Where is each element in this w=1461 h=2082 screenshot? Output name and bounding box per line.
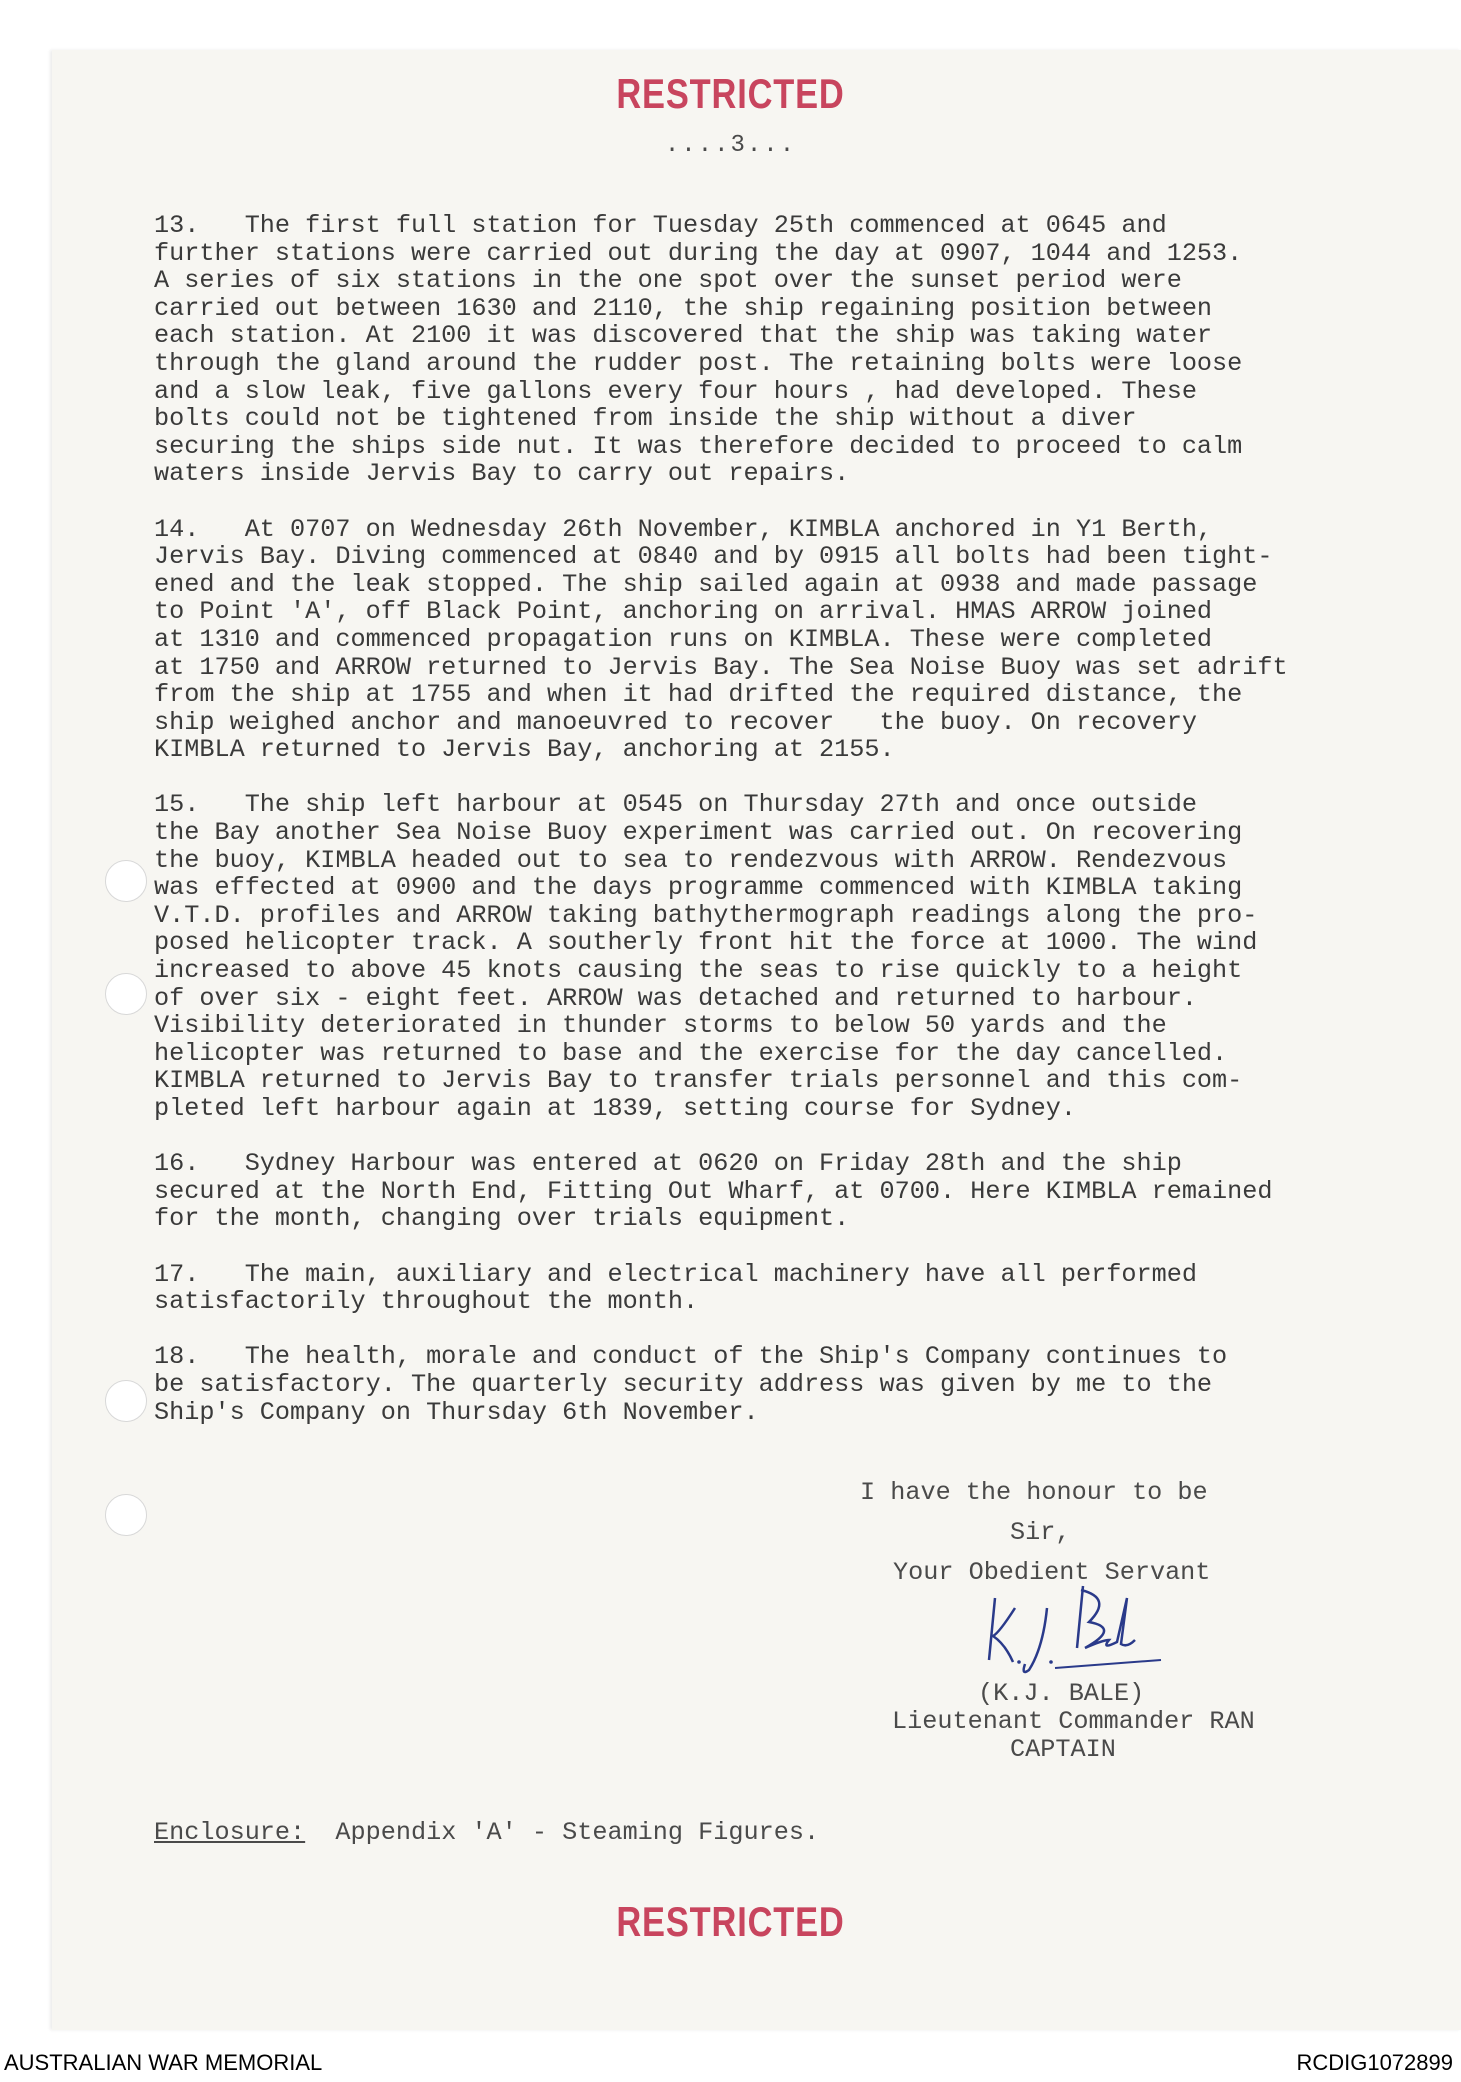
page-number: ....3... xyxy=(664,132,797,159)
punch-hole xyxy=(105,1380,147,1422)
paragraph-line: at 1750 and ARROW returned to Jervis Bay. The Sea Noise Buoy was set adrift xyxy=(154,652,1288,682)
paragraph-line: pleted left harbour again at 1839, setting course for Sydney. xyxy=(154,1094,1077,1123)
punch-hole xyxy=(105,973,147,1015)
paragraph-line: satisfactorily throughout the month. xyxy=(154,1287,699,1317)
paragraph-line: ened and the leak stopped. The ship sailed again at 0938 and made passage xyxy=(154,569,1258,599)
paragraph-line: 13. The first full station for Tuesday 25th commenced at 0645 and xyxy=(154,211,1167,240)
paragraph-line: secured at the North End, Fitting Out Wharf, at 0700. Here KIMBLA remained xyxy=(154,1176,1273,1206)
paragraph-line: KIMBLA returned to Jervis Bay, anchoring at 2155. xyxy=(154,735,895,765)
paragraph-line: waters inside Jervis Bay to carry out repairs. xyxy=(154,459,850,489)
paragraph-line: 14. At 0707 on Wednesday 26th November, KIMBLA anchored in Y1 Berth, xyxy=(154,514,1213,544)
paragraph-line: ship weighed anchor and manoeuvred to recover the buoy. On recovery xyxy=(154,707,1197,737)
paragraph-line: 16. Sydney Harbour was entered at 0620 on Friday 28th and the ship xyxy=(154,1149,1182,1179)
paragraph-line: carried out between 1630 and 2110, the ship regaining position between xyxy=(154,293,1213,323)
paragraph-line: each station. At 2100 it was discovered that the ship was taking water xyxy=(154,321,1213,351)
handwritten-signature xyxy=(985,1578,1165,1678)
paragraph xyxy=(154,1150,1404,1233)
paragraph-line: increased to above 45 knots causing the seas to rise quickly to a height xyxy=(154,956,1243,986)
paragraph-line: was effected at 0900 and the days programme commenced with KIMBLA taking xyxy=(154,873,1243,903)
restricted-stamp-top: RESTRICTED xyxy=(616,70,845,117)
paragraph-line: Visibility deteriorated in thunder storms to below 50 yards and the xyxy=(154,1011,1167,1041)
paragraph-line: securing the ships side nut. It was therefore decided to proceed to calm xyxy=(154,431,1243,461)
closing-line: Your Obedient Servant xyxy=(893,1558,1211,1587)
paragraph-line: to Point 'A', off Black Point, anchoring on arrival. HMAS ARROW joined xyxy=(154,597,1213,627)
paragraph-line: further stations were carried out during the day at 0907, 1044 and 1253. xyxy=(154,238,1243,268)
paragraph xyxy=(154,791,1404,1122)
paragraph-line: be satisfactory. The quarterly security address was given by me to the xyxy=(154,1369,1213,1399)
punch-hole xyxy=(105,1494,147,1536)
paragraph-line: of over six - eight feet. ARROW was detached and returned to harbour. xyxy=(154,983,1197,1013)
paragraph-line: helicopter was returned to base and the exercise for the day cancelled. xyxy=(154,1038,1228,1068)
paragraph-line: Jervis Bay. Diving commenced at 0840 and by 0915 all bolts had been tight- xyxy=(154,542,1273,572)
paragraph-line: for the month, changing over trials equipment. xyxy=(154,1204,850,1234)
paragraph-line: and a slow leak, five gallons every four hours , had developed. These xyxy=(154,376,1197,406)
paragraph-line: 18. The health, morale and conduct of the Ship's Company continues to xyxy=(154,1342,1228,1372)
paragraph-line: V.T.D. profiles and ARROW taking bathythermograph readings along the pro- xyxy=(154,900,1258,930)
paragraph-line: through the gland around the rudder post. The retaining bolts were loose xyxy=(154,348,1243,378)
paragraph-line: KIMBLA returned to Jervis Bay to transfer trials personnel and this com- xyxy=(154,1066,1243,1096)
paragraph-line: at 1310 and commenced propagation runs on KIMBLA. These were completed xyxy=(154,624,1213,654)
paragraph-line: bolts could not be tightened from inside the ship without a diver xyxy=(154,404,1137,434)
signatory-title: CAPTAIN xyxy=(1010,1735,1116,1764)
paragraph-line: the Bay another Sea Noise Buoy experiment was carried out. On recovering xyxy=(154,818,1243,848)
enclosure-line xyxy=(154,1818,819,1847)
enclosure-label: Enclosure: xyxy=(154,1818,306,1847)
paragraph-line: from the ship at 1755 and when it had drifted the required distance, the xyxy=(154,680,1243,710)
footer-record-id: RCDIG1072899 xyxy=(1296,2050,1453,2075)
closing-line: I have the honour to be xyxy=(860,1478,1208,1507)
signatory-name: (K.J. BALE) xyxy=(978,1679,1145,1708)
letter-body xyxy=(154,212,1404,1454)
paragraph xyxy=(154,212,1404,488)
paragraph-line: the buoy, KIMBLA headed out to sea to rendezvous with ARROW. Rendezvous xyxy=(154,845,1228,875)
paragraph-line: Ship's Company on Thursday 6th November. xyxy=(154,1397,759,1427)
paragraph-line: 15. The ship left harbour at 0545 on Thursday 27th and once outside xyxy=(154,790,1197,820)
paragraph xyxy=(154,1261,1404,1316)
closing-salutation: Sir, xyxy=(1010,1518,1071,1547)
footer-archive-name: AUSTRALIAN WAR MEMORIAL xyxy=(4,2050,323,2075)
enclosure-text: Appendix 'A' - Steaming Figures. xyxy=(305,1818,820,1847)
paragraph-line: posed helicopter track. A southerly front hit the force at 1000. The wind xyxy=(154,928,1258,958)
punch-hole xyxy=(105,860,147,902)
paragraph xyxy=(154,1343,1404,1426)
paragraph-line: 17. The main, auxiliary and electrical machinery have all performed xyxy=(154,1259,1197,1289)
paragraph xyxy=(154,516,1404,764)
paragraph-line: A series of six stations in the one spot over the sunset period were xyxy=(154,266,1182,296)
signatory-rank: Lieutenant Commander RAN xyxy=(892,1707,1255,1736)
restricted-stamp-bottom: RESTRICTED xyxy=(616,1898,845,1945)
